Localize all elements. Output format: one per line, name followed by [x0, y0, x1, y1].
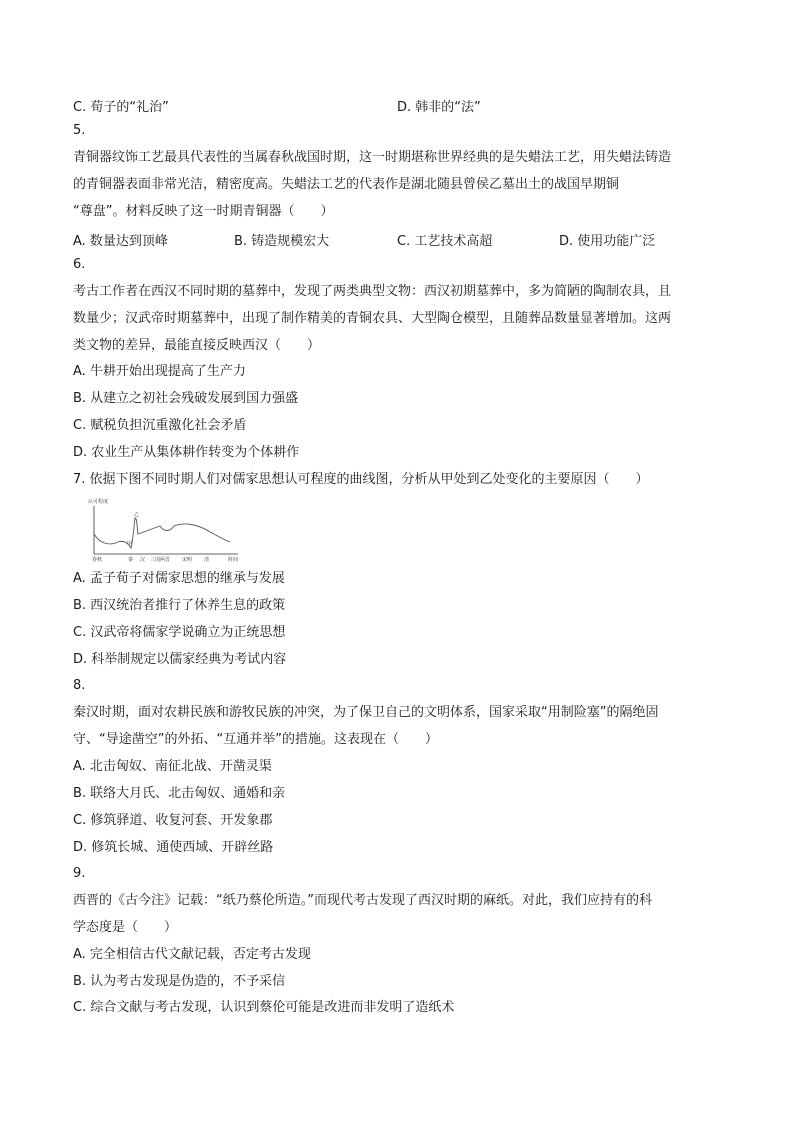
q7-option-c[interactable]: C. 汉武帝将儒家学说确立为正统思想	[73, 625, 286, 640]
q4-option-c[interactable]: C. 荀子的“礼治”	[73, 100, 169, 115]
chart-point-a-label: 甲	[127, 541, 133, 547]
q7-option-a[interactable]: A. 孟子荀子对儒家思想的继承与发展	[73, 571, 285, 586]
q8-option-b[interactable]: B. 联络大月氏、北击匈奴、通婚和亲	[73, 786, 286, 801]
q6-stem-line-1: 考古工作者在西汉不同时期的墓葬中，发现了两类典型文物：西汉初期墓葬中，多为简陋的陶制农具，且	[73, 284, 672, 299]
chart-y-label: 认可程度	[88, 499, 109, 505]
q8-option-c[interactable]: C. 修筑驿道、收复河套、开发象郡	[73, 813, 273, 828]
q9-option-a[interactable]: A. 完全相信古代文献记载，否定考古发现	[73, 947, 311, 962]
chart-point-b-label: 乙	[134, 512, 140, 518]
q7-option-d[interactable]: D. 科举制规定以儒家经典为考试内容	[73, 652, 287, 667]
q5-option-c[interactable]: C. 工艺技术高超	[397, 234, 493, 249]
q9-option-c[interactable]: C. 综合文献与考古发现，认识到蔡伦可能是改进而非发明了造纸术	[73, 1000, 455, 1015]
chart-tick-3: 汉	[140, 557, 146, 562]
q9-stem-line-2: 学态度是（ ）	[73, 920, 178, 935]
q4-option-d[interactable]: D. 韩非的“法”	[397, 100, 481, 115]
q8-stem-line-1: 秦汉时期，面对农耕民族和游牧民族的冲突，为了保卫自己的文明体系，国家采取“用制险塞”的隔绝固	[73, 705, 659, 720]
q6-number: 6.	[73, 257, 86, 272]
q9-number: 9.	[73, 866, 86, 881]
q8-option-a[interactable]: A. 北击匈奴、南征北战、开凿灵渠	[73, 759, 272, 774]
chart-tick-5: 宋明	[182, 557, 193, 562]
q6-option-c[interactable]: C. 赋税负担沉重激化社会矛盾	[73, 418, 247, 433]
chart-approval-curve	[94, 518, 230, 548]
q5-number: 5.	[73, 123, 86, 138]
q5-stem-line-3: “尊盘”。材料反映了这一时期青铜器（ ）	[73, 204, 334, 219]
q6-option-b[interactable]: B. 从建立之初社会残破发展到国力强盛	[73, 391, 299, 406]
q5-option-d[interactable]: D. 使用功能广泛	[559, 234, 656, 249]
q7-approval-curve-chart	[88, 496, 248, 562]
chart-tick-4: 三国两晋	[150, 557, 171, 562]
chart-tick-6: 清	[204, 557, 210, 562]
q8-stem-line-2: 守、“导途凿空”的外拓、“互通并举”的措施。这表现在（ ）	[73, 732, 438, 747]
q5-option-b[interactable]: B. 铸造规模宏大	[234, 234, 330, 249]
q6-stem-line-3: 类文物的差异，最能直接反映西汉（ ）	[73, 338, 321, 353]
q8-number: 8.	[73, 678, 86, 693]
q7-option-b[interactable]: B. 西汉统治者推行了休养生息的政策	[73, 598, 286, 613]
q9-option-b[interactable]: B. 认为考古发现是伪造的，不予采信	[73, 974, 286, 989]
q8-option-d[interactable]: D. 修筑长城、通使西域、开辟丝路	[73, 840, 274, 855]
q6-option-d[interactable]: D. 农业生产从集体耕作转变为个体耕作	[73, 445, 300, 460]
q6-stem-line-2: 数量少；汉武帝时期墓葬中，出现了制作精美的青铜农具、大型陶仓模型，且随葬品数量显著增加。这两	[73, 311, 672, 326]
q5-stem-line-1: 青铜器纹饰工艺最具代表性的当属春秋战国时期，这一时期堪称世界经典的是失蜡法工艺，用失蜡法铸造	[73, 150, 672, 165]
q7-stem: 7. 依据下图不同时期人们对儒家思想认可程度的曲线图，分析从甲处到乙处变化的主要原因（ ）	[73, 472, 649, 487]
q5-stem-line-2: 的青铜器表面非常光洁，精密度高。失蜡法工艺的代表作是湖北随县曾侯乙墓出土的战国早期铜	[73, 177, 620, 192]
q6-option-a[interactable]: A. 牛耕开始出现提高了生产力	[73, 364, 246, 379]
chart-tick-2: 秦	[128, 557, 134, 562]
chart-tick-1: 春秋	[92, 557, 103, 562]
chart-x-label: 时间	[228, 557, 239, 562]
q9-stem-line-1: 西晋的《古今注》记载：“纸乃蔡伦所造。”而现代考古发现了西汉时期的麻纸。对此，我们应持有的科	[73, 893, 652, 908]
q5-option-a[interactable]: A. 数量达到顶峰	[73, 234, 168, 249]
